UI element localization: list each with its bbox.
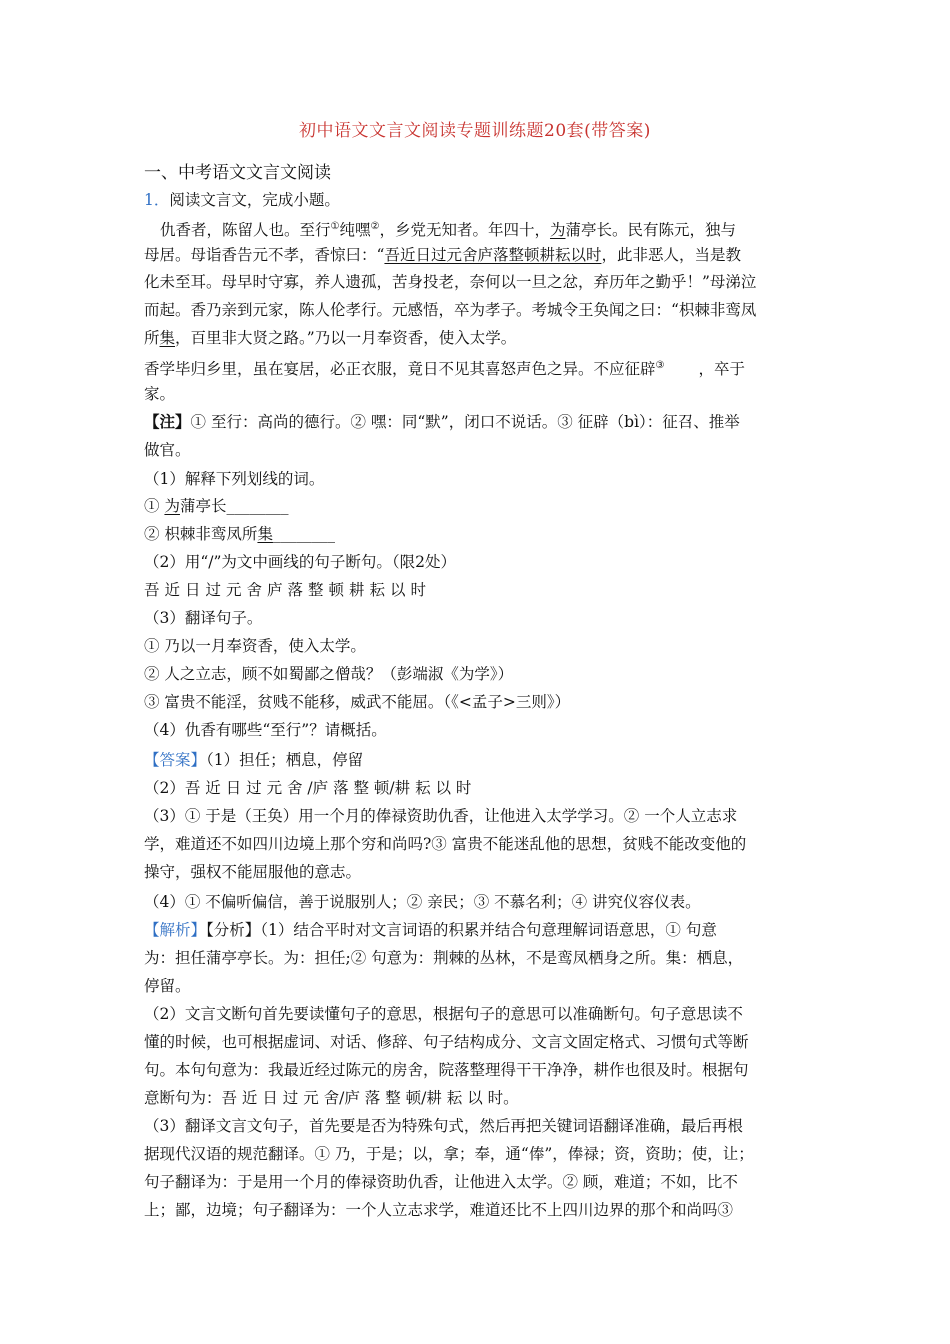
analysis-line-10: 句子翻译为：于是用一个月的俸禄资助仇香，让他进入太学。② 顾，难道；不如，比不 [144,1173,738,1191]
footnote-mark: ② [370,221,380,232]
subquestion-2: （2）用“/”为文中画线的句子断句。（限2处） [144,553,457,571]
answer-line-2: （2）吾 近 日 过 元 舍 /庐 落 整 顿/耕 耘 以 时 [144,779,472,797]
subquestion-3a: ① 乃以一月奉资香，使入太学。 [144,637,366,655]
answer-line-3: （3）① 于是（王奂）用一个月的俸禄资助仇香，让他进入太学学习。② 一个人立志求 [144,807,738,825]
analysis-line-5: 懂的时候，也可根据虚词、对话、修辞、句子结构成分、文言文固定格式、习惯句式等断 [144,1033,749,1051]
underlined-sentence: 吾近日过元舍庐落整顿耕耘以时 [384,246,602,264]
subquestion-4: （4）仇香有哪些“至行”？请概括。 [144,721,387,739]
footnote-mark: ① [330,221,340,232]
subquestion-1a: ① 为蒲亭长________ [144,497,289,515]
answer-line-1: 【答案】（1）担任；栖息，停留 [144,751,364,769]
subquestion-1b: ② 枳棘非鸾凤所集________ [144,525,335,543]
underlined-word-wei: 为 [549,221,566,240]
passage-line-1: 仇香者，陈留人也。至行①纯嘿②，乡党无知者。年四十，为蒲亭长。民有陈元，独与 [160,221,737,240]
subquestion-2-sentence: 吾近日过元舍庐落整顿耕耘以时 [144,581,432,599]
subquestion-3b: ② 人之立志，顾不如蜀鄙之僧哉？（彭端淑《为学》） [144,665,514,683]
passage-line-5: 所集，百里非大贤之路。”乃以一月奉资香，使入太学。 [144,329,517,347]
passage-line-3: 化未至耳。母早时守寡，养人遗孤，苦身投老，奈何以一旦之忿，弃历年之勤乎！”母涕泣 [144,273,757,291]
question-1-stem [144,190,824,210]
analysis-line-3: 停留。 [144,977,191,995]
subquestion-1: （1）解释下列划线的词。 [144,470,325,488]
question-text: 阅读文言文，完成小题。 [169,191,340,209]
analysis-line-1: 【解析】【分析】（1）结合平时对文言词语的积累并结合句意理解词语意思，① 句意 [144,921,717,939]
underlined-word-ji: 集 [159,329,176,347]
analysis-line-2: 为：担任蒲亭亭长。为：担任;② 句意为：荆棘的丛林，不是鸾凤栖身之所。集：栖息， [144,949,744,967]
passage-line-2: 母居。母诣香告元不孝，香惊曰：“吾近日过元舍庐落整顿耕耘以时，此非恶人，当是教 [144,246,741,264]
passage-line-4: 而起。香乃亲到元家，陈人伦孝行。元感悟，卒为孝子。考城令王奂闻之曰：“枳棘非鸾凤 [144,301,757,319]
analysis-line-6: 句。本句句意为：我最近经过陈元的房舍，院落整理得干干净净，耕作也很及时。根据句 [144,1061,749,1079]
passage-line-7: 家。 [144,385,176,403]
analysis-label: 【解析】 [144,921,207,939]
answer-line-4: 学，难道还不如四川边境上那个穷和尚吗?③ 富贵不能迷乱他的思想，贫贱不能改变他的 [144,835,747,853]
note-label: 【注】 [144,412,191,431]
analysis-line-7: 意断句为：吾 近 日 过 元 舍/庐 落 整 顿/耕 耘 以 时。 [144,1089,519,1107]
subquestion-3c: ③ 富贵不能淫，贫贱不能移，威武不能屈。（《<孟子>三则》） [144,693,571,711]
analysis-line-4: （2）文言文断句首先要读懂句子的意思，根据句子的意思可以准确断句。句子意思读不 [144,1005,743,1023]
subquestion-3: （3）翻译句子。 [144,609,263,627]
answer-line-5: 操守，强权不能屈服他的意志。 [144,863,362,881]
note-line-2: 做官。 [144,441,191,459]
footnote-mark: ③ [655,360,665,371]
question-number: 1． [144,191,170,209]
analysis-line-8: （3）翻译文言文句子，首先要是否为特殊句式，然后再把关键词语翻译准确，最后再根 [144,1117,743,1135]
fenxi-label: 【分析】 [206,921,261,939]
answer-label: 【答案】 [144,751,207,769]
analysis-line-11: 上；鄙，边境；句子翻译为：一个人立志求学，难道还比不上四川边界的那个和尚吗③ [144,1201,734,1219]
note-line-1: 【注】① 至行：高尚的德行。② 嘿：同“默”，闭口不说话。③ 征辟（bì）：征召、推举 [144,412,740,431]
answer-line-6: （4）① 不偏听偏信，善于说服别人；② 亲民；③ 不慕名利；④ 讲究仪容仪表。 [144,893,701,911]
passage-line-6: 香学毕归乡里，虽在宴居，必正衣服，竟日不见其喜怒声色之异。不应征辟③ ，卒于 [144,360,745,379]
section-heading: 一、中考语文文言文阅读 [144,163,331,183]
document-title: 初中语文文言文阅读专题训练题20套(带答案) [299,121,651,141]
analysis-line-9: 据现代汉语的规范翻译。① 乃，于是；以，拿；奉，通“俸”，俸禄；资，资助；使，让； [144,1145,754,1163]
